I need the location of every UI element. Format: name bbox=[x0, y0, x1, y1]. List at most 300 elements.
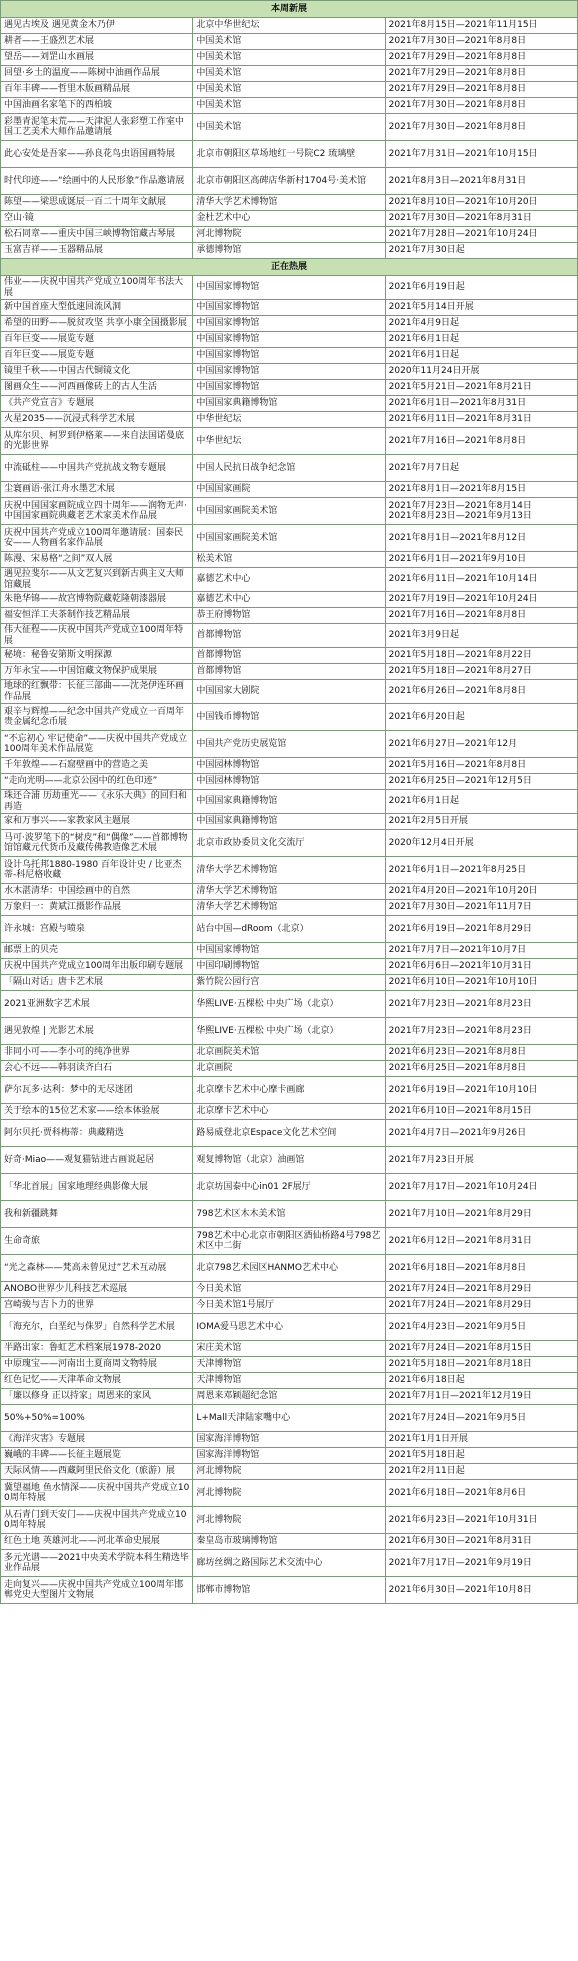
table-row bbox=[1, 498, 578, 525]
exhibition-name: 陈望——梁思成诞辰一百二十周年文献展 bbox=[1, 195, 193, 211]
exhibition-name: “不忘初心 牢记使命”——庆祝中国共产党成立100周年美术作品展览 bbox=[1, 731, 193, 758]
exhibition-dates: 2020年12月4日开展 bbox=[385, 830, 577, 857]
exhibition-dates: 2021年7月24日—2021年8月29日 bbox=[385, 1282, 577, 1298]
exhibition-dates: 2021年5月18日—2021年8月27日 bbox=[385, 664, 577, 680]
table-row bbox=[1, 731, 578, 758]
exhibition-venue: 北京画院 bbox=[193, 1061, 385, 1077]
exhibition-venue: 邯郸市博物馆 bbox=[193, 1577, 385, 1604]
table-row bbox=[1, 568, 578, 592]
exhibition-dates: 2020年11月24日开展 bbox=[385, 364, 577, 380]
table-row bbox=[1, 1104, 578, 1120]
table-row bbox=[1, 1432, 578, 1448]
exhibition-name: 百年巨变——展览专题 bbox=[1, 348, 193, 364]
exhibition-dates: 2021年7月24日—2021年8月15日 bbox=[385, 1341, 577, 1357]
exhibition-dates: 2021年2月11日起 bbox=[385, 1464, 577, 1480]
exhibition-dates: 2021年6月18日—2021年8月8日 bbox=[385, 1255, 577, 1282]
table-row bbox=[1, 316, 578, 332]
exhibition-venue: 中国美术馆 bbox=[193, 50, 385, 66]
exhibition-dates: 2021年4月23日—2021年9月5日 bbox=[385, 1314, 577, 1341]
exhibition-name: 中流砥柱——中国共产党抗战文物专题展 bbox=[1, 455, 193, 482]
exhibition-dates: 2021年7月28日—2021年10月24日 bbox=[385, 227, 577, 243]
exhibition-venue: 今日美术馆 bbox=[193, 1282, 385, 1298]
exhibition-venue: 清华大学艺术博物馆 bbox=[193, 857, 385, 884]
exhibition-dates: 2021年4月7日—2021年9月26日 bbox=[385, 1120, 577, 1147]
exhibition-name: 多元光谱——2021中央美术学院本科生精选毕业作品展 bbox=[1, 1550, 193, 1577]
table-row bbox=[1, 1550, 578, 1577]
section-header bbox=[1, 1, 578, 18]
table-row bbox=[1, 830, 578, 857]
exhibition-name: 珠还合浦 历劫重光——《永乐大典》的回归和再造 bbox=[1, 790, 193, 814]
exhibition-venue: 国家海洋博物馆 bbox=[193, 1448, 385, 1464]
exhibition-name: 马可·波罗笔下的“树皮”和“偶像”——首都博物馆馆藏元代货币及藏传佛教造像艺术展 bbox=[1, 830, 193, 857]
table-row bbox=[1, 624, 578, 648]
exhibition-name: 巍峨的丰碑——长征主题展览 bbox=[1, 1448, 193, 1464]
exhibition-venue: 北京中华世纪坛 bbox=[193, 18, 385, 34]
exhibition-dates: 2021年7月30日—2021年8月31日 bbox=[385, 211, 577, 227]
exhibition-venue: 天津博物馆 bbox=[193, 1373, 385, 1389]
table-row bbox=[1, 916, 578, 943]
table-row bbox=[1, 1341, 578, 1357]
exhibition-venue: 清华大学艺术博物馆 bbox=[193, 884, 385, 900]
exhibition-dates: 2021年8月3日—2021年8月31日 bbox=[385, 168, 577, 195]
table-row bbox=[1, 608, 578, 624]
table-row bbox=[1, 348, 578, 364]
exhibition-venue: 中国印刷博物馆 bbox=[193, 959, 385, 975]
exhibition-dates: 2021年5月18日—2021年8月22日 bbox=[385, 648, 577, 664]
exhibition-dates: 2021年7月7日—2021年10月7日 bbox=[385, 943, 577, 959]
exhibition-name: 伟大征程——庆祝中国共产党成立100周年特展 bbox=[1, 624, 193, 648]
exhibition-venue: L+Mall天津陆家嘴中心 bbox=[193, 1405, 385, 1432]
table-row bbox=[1, 664, 578, 680]
exhibition-dates: 2021年6月25日—2021年12月5日 bbox=[385, 774, 577, 790]
exhibition-dates: 2021年7月24日—2021年8月29日 bbox=[385, 1298, 577, 1314]
exhibition-dates: 2021年7月30日—2021年11月7日 bbox=[385, 900, 577, 916]
exhibition-venue: 中国国家典籍博物馆 bbox=[193, 396, 385, 412]
exhibition-name: 中国油画名家笔下的西柏坡 bbox=[1, 98, 193, 114]
table-row bbox=[1, 1507, 578, 1534]
exhibition-dates: 2021年7月31日—2021年10月15日 bbox=[385, 141, 577, 168]
exhibition-dates: 2021年7月7日起 bbox=[385, 455, 577, 482]
exhibition-venue: 廊坊丝绸之路国际艺术交流中心 bbox=[193, 1550, 385, 1577]
table-row bbox=[1, 1577, 578, 1604]
table-row bbox=[1, 412, 578, 428]
exhibition-name: 走向复兴——庆祝中国共产党成立100周年邯郸党史大型图片文物展 bbox=[1, 1577, 193, 1604]
table-row bbox=[1, 959, 578, 975]
exhibition-venue: 北京摩卡艺术中心 bbox=[193, 1104, 385, 1120]
exhibition-dates: 2021年2月5日开展 bbox=[385, 814, 577, 830]
exhibition-venue: 中国美术馆 bbox=[193, 114, 385, 141]
exhibition-name: 玉富吉祥——玉器精品展 bbox=[1, 243, 193, 259]
exhibition-dates: 2021年6月1日起 bbox=[385, 348, 577, 364]
table-row bbox=[1, 141, 578, 168]
exhibition-venue: 路易威登北京Espace文化艺术空间 bbox=[193, 1120, 385, 1147]
exhibition-name: 火星2035——沉浸式科学艺术展 bbox=[1, 412, 193, 428]
exhibition-name: 关于绘本的15位艺术家——绘本体验展 bbox=[1, 1104, 193, 1120]
exhibition-dates: 2021年6月11日—2021年10月14日 bbox=[385, 568, 577, 592]
table-row bbox=[1, 482, 578, 498]
exhibition-name: 非同小可——李小可的纯净世界 bbox=[1, 1045, 193, 1061]
table-row bbox=[1, 1282, 578, 1298]
exhibition-venue: 中国美术馆 bbox=[193, 98, 385, 114]
exhibition-dates: 2021年7月1日—2021年12月19日 bbox=[385, 1389, 577, 1405]
exhibition-name: 松石同章——重庆中国三峡博物馆藏古琴展 bbox=[1, 227, 193, 243]
exhibition-dates: 2021年7月29日—2021年8月8日 bbox=[385, 82, 577, 98]
exhibition-name: 遇见敦煌 | 光影艺术展 bbox=[1, 1018, 193, 1045]
exhibition-venue: 中国美术馆 bbox=[193, 82, 385, 98]
exhibition-venue: 恭王府博物馆 bbox=[193, 608, 385, 624]
exhibition-venue: 中国国家画院美术馆 bbox=[193, 525, 385, 552]
exhibition-venue: 清华大学艺术博物馆 bbox=[193, 195, 385, 211]
exhibition-name: 50%+50%=100% bbox=[1, 1405, 193, 1432]
exhibition-venue: 中国共产党历史展览馆 bbox=[193, 731, 385, 758]
table-row bbox=[1, 428, 578, 455]
exhibition-dates: 2021年6月1日—2021年9月10日 bbox=[385, 552, 577, 568]
exhibition-name: 生命奇旅 bbox=[1, 1228, 193, 1255]
exhibition-dates: 2021年6月23日—2021年8月8日 bbox=[385, 1045, 577, 1061]
exhibition-venue: 北京坊国泰中心in01 2F展厅 bbox=[193, 1174, 385, 1201]
table-row bbox=[1, 1018, 578, 1045]
table-row bbox=[1, 227, 578, 243]
exhibition-name: 邮票上的贝壳 bbox=[1, 943, 193, 959]
exhibition-venue: 北京市朝阳区高碑店华新村1704号·美术馆 bbox=[193, 168, 385, 195]
exhibition-venue: 中国国家博物馆 bbox=[193, 364, 385, 380]
exhibition-dates: 2021年6月27日—2021年12月 bbox=[385, 731, 577, 758]
exhibition-dates: 2021年6月30日—2021年10月8日 bbox=[385, 1577, 577, 1604]
table-row bbox=[1, 66, 578, 82]
exhibition-venue: 中国国家博物馆 bbox=[193, 348, 385, 364]
exhibition-venue: 中国美术馆 bbox=[193, 66, 385, 82]
exhibition-venue: 中国国家博物馆 bbox=[193, 300, 385, 316]
exhibition-dates: 2021年8月1日—2021年8月12日 bbox=[385, 525, 577, 552]
table-row bbox=[1, 380, 578, 396]
table-row bbox=[1, 1357, 578, 1373]
exhibition-dates: 2021年6月18日起 bbox=[385, 1373, 577, 1389]
exhibition-venue: 宋庄美术馆 bbox=[193, 1341, 385, 1357]
exhibition-dates: 2021年7月24日—2021年9月5日 bbox=[385, 1405, 577, 1432]
table-row bbox=[1, 1077, 578, 1104]
exhibition-dates: 2021年6月1日起 bbox=[385, 790, 577, 814]
exhibition-dates: 2021年7月30日—2021年8月8日 bbox=[385, 34, 577, 50]
exhibition-venue: 周恩来邓颖超纪念馆 bbox=[193, 1389, 385, 1405]
table-row bbox=[1, 1480, 578, 1507]
table-row bbox=[1, 82, 578, 98]
exhibition-dates: 2021年7月30日起 bbox=[385, 243, 577, 259]
table-row bbox=[1, 648, 578, 664]
exhibition-name: 空山·镜 bbox=[1, 211, 193, 227]
exhibition-name: 「廉以修身 正以持家」周恩来的家风 bbox=[1, 1389, 193, 1405]
exhibition-name: 万象归一：黄斌江摄影作品展 bbox=[1, 900, 193, 916]
exhibition-name: 《海洋灾害》专题展 bbox=[1, 1432, 193, 1448]
exhibition-dates: 2021年8月10日—2021年10月20日 bbox=[385, 195, 577, 211]
section-header bbox=[1, 259, 578, 276]
exhibition-table-body bbox=[1, 1, 578, 1604]
exhibition-dates: 2021年7月19日—2021年10月24日 bbox=[385, 592, 577, 608]
exhibition-dates: 2021年6月30日—2021年8月31日 bbox=[385, 1534, 577, 1550]
exhibition-dates: 2021年7月30日—2021年8月8日 bbox=[385, 114, 577, 141]
exhibition-dates: 2021年7月23日—2021年8月23日 bbox=[385, 991, 577, 1018]
exhibition-dates: 2021年6月11日—2021年8月31日 bbox=[385, 412, 577, 428]
table-row bbox=[1, 857, 578, 884]
table-row bbox=[1, 1061, 578, 1077]
table-row bbox=[1, 114, 578, 141]
table-row bbox=[1, 900, 578, 916]
exhibition-dates: 2021年5月18日—2021年8月18日 bbox=[385, 1357, 577, 1373]
exhibition-name: 红色土地 英雄河北——河北革命史展展 bbox=[1, 1534, 193, 1550]
exhibition-dates: 2021年5月18日起 bbox=[385, 1448, 577, 1464]
exhibition-venue: 798艺术区木木美术馆 bbox=[193, 1201, 385, 1228]
exhibition-dates: 2021年6月1日起 bbox=[385, 332, 577, 348]
exhibition-name: 彩墨青泥笔未荒——天津泥人张彩塑工作室中国工艺美术大师作品邀请展 bbox=[1, 114, 193, 141]
exhibition-name: 秘境：秘鲁安第斯文明探源 bbox=[1, 648, 193, 664]
table-row bbox=[1, 1534, 578, 1550]
exhibition-name: 庆祝中国国家画院成立四十周年——润物无声·中国国家画院典藏老艺术家美术作品展 bbox=[1, 498, 193, 525]
table-row bbox=[1, 1298, 578, 1314]
table-row bbox=[1, 525, 578, 552]
exhibition-venue: 中国人民抗日战争纪念馆 bbox=[193, 455, 385, 482]
exhibition-name: 万年永宝——中国馆藏文物保护成果展 bbox=[1, 664, 193, 680]
exhibition-venue: 中国国家典籍博物馆 bbox=[193, 814, 385, 830]
exhibition-dates: 2021年8月15日—2021年11月15日 bbox=[385, 18, 577, 34]
section-title: 正在热展 bbox=[1, 259, 578, 276]
exhibition-venue: 嘉德艺术中心 bbox=[193, 568, 385, 592]
exhibition-name: 遇见古埃及 遇见黄金木乃伊 bbox=[1, 18, 193, 34]
exhibition-name: 中原瑰宝——河南出土夏商周文物特展 bbox=[1, 1357, 193, 1373]
exhibition-dates: 2021年6月20日起 bbox=[385, 704, 577, 731]
exhibition-name: 好奇·Miao——观复猫钻进古画说起居 bbox=[1, 1147, 193, 1174]
exhibition-name: 《共产党宣言》专题展 bbox=[1, 396, 193, 412]
exhibition-dates: 2021年6月25日—2021年8月8日 bbox=[385, 1061, 577, 1077]
exhibition-venue: 秦皇岛市玻璃博物馆 bbox=[193, 1534, 385, 1550]
table-row bbox=[1, 18, 578, 34]
exhibition-name: 镜里千秋——中国古代铜镜文化 bbox=[1, 364, 193, 380]
table-row bbox=[1, 790, 578, 814]
exhibition-venue: 松美术馆 bbox=[193, 552, 385, 568]
exhibition-venue: 华熙LIVE·五棵松 中央广场（北京） bbox=[193, 1018, 385, 1045]
exhibition-venue: 中国国家画院美术馆 bbox=[193, 498, 385, 525]
exhibition-venue: 北京画院美术馆 bbox=[193, 1045, 385, 1061]
exhibition-dates: 2021年7月17日—2021年10月24日 bbox=[385, 1174, 577, 1201]
table-row bbox=[1, 1405, 578, 1432]
exhibition-venue: 首都博物馆 bbox=[193, 648, 385, 664]
exhibition-dates: 2021年5月21日—2021年8月21日 bbox=[385, 380, 577, 396]
exhibition-venue: 中华世纪坛 bbox=[193, 412, 385, 428]
exhibition-venue: 站台中国—dRoom（北京） bbox=[193, 916, 385, 943]
exhibition-dates: 2021年6月6日—2021年10月31日 bbox=[385, 959, 577, 975]
exhibition-venue: 河北博物院 bbox=[193, 227, 385, 243]
exhibition-name: 萨尔瓦多·达利：梦中的无尽迷团 bbox=[1, 1077, 193, 1104]
exhibition-venue: 中国国家博物馆 bbox=[193, 316, 385, 332]
table-row bbox=[1, 300, 578, 316]
exhibition-venue: 河北博物院 bbox=[193, 1464, 385, 1480]
exhibition-name: 冀望福地 鱼水情深——庆祝中国共产党成立100周年特展 bbox=[1, 1480, 193, 1507]
exhibition-dates: 2021年7月23日—2021年8月23日 bbox=[385, 1018, 577, 1045]
exhibition-dates: 2021年7月16日—2021年8月8日 bbox=[385, 428, 577, 455]
exhibition-dates: 2021年1月1日开展 bbox=[385, 1432, 577, 1448]
exhibition-venue: 国家海洋博物馆 bbox=[193, 1432, 385, 1448]
exhibition-dates: 2021年7月29日—2021年8月8日 bbox=[385, 66, 577, 82]
exhibition-dates: 2021年6月18日—2021年8月6日 bbox=[385, 1480, 577, 1507]
table-row bbox=[1, 1255, 578, 1282]
exhibition-name: 阿尔贝托·贾科梅蒂：典藏精选 bbox=[1, 1120, 193, 1147]
table-row bbox=[1, 98, 578, 114]
exhibition-dates: 2021年4月9日起 bbox=[385, 316, 577, 332]
exhibition-name: 水木湛清华：中国绘画中的自然 bbox=[1, 884, 193, 900]
exhibition-venue: 观复博物馆（北京）油画馆 bbox=[193, 1147, 385, 1174]
exhibition-dates: 2021年6月10日—2021年8月15日 bbox=[385, 1104, 577, 1120]
exhibition-venue: 金杜艺术中心 bbox=[193, 211, 385, 227]
exhibition-dates: 2021年7月23日—2021年8月14日 2021年8月23日—2021年9月13日 bbox=[385, 498, 577, 525]
table-row bbox=[1, 814, 578, 830]
table-row bbox=[1, 975, 578, 991]
exhibition-name: 望岳——刘罡山水画展 bbox=[1, 50, 193, 66]
exhibition-venue: 中国园林博物馆 bbox=[193, 774, 385, 790]
exhibition-name: 半路出家：鲁虹艺术档案展1978-2020 bbox=[1, 1341, 193, 1357]
exhibition-dates: 2021年7月29日—2021年8月8日 bbox=[385, 50, 577, 66]
table-row bbox=[1, 1147, 578, 1174]
exhibition-name: 许永城：宫殿与喷泉 bbox=[1, 916, 193, 943]
table-row bbox=[1, 34, 578, 50]
exhibition-dates: 2021年7月23日开展 bbox=[385, 1147, 577, 1174]
exhibition-name: 地球的红飘带：长征三部曲——沈尧伊连环画作品展 bbox=[1, 680, 193, 704]
table-row bbox=[1, 1448, 578, 1464]
exhibition-dates: 2021年3月9日起 bbox=[385, 624, 577, 648]
exhibition-name: 庆祝中国共产党成立100周年邀请展：国泰民安——人物画名家作品展 bbox=[1, 525, 193, 552]
table-row bbox=[1, 168, 578, 195]
exhibition-venue: 河北博物院 bbox=[193, 1507, 385, 1534]
exhibition-dates: 2021年7月10日—2021年8月29日 bbox=[385, 1201, 577, 1228]
exhibition-dates: 2021年8月1日—2021年8月15日 bbox=[385, 482, 577, 498]
exhibition-venue: 天津博物馆 bbox=[193, 1357, 385, 1373]
exhibition-name: 希望的田野——脱贫攻坚 共享小康全国摄影展 bbox=[1, 316, 193, 332]
exhibition-dates: 2021年7月16日—2021年8月8日 bbox=[385, 608, 577, 624]
exhibition-name: 朱艳华锦——故宫博物院藏乾隆朝漆器展 bbox=[1, 592, 193, 608]
exhibition-venue: 北京摩卡艺术中心摩卡画廊 bbox=[193, 1077, 385, 1104]
exhibition-dates: 2021年7月30日—2021年8月8日 bbox=[385, 98, 577, 114]
exhibition-name: 「隔山对话」唐卡艺术展 bbox=[1, 975, 193, 991]
exhibition-name: ANOBO世界少儿科技艺术巡展 bbox=[1, 1282, 193, 1298]
exhibition-name: 红色记忆——天津革命文物展 bbox=[1, 1373, 193, 1389]
exhibition-name: 福安恒洋工夫茶制作技艺精品展 bbox=[1, 608, 193, 624]
exhibition-name: 百年丰碑——哲里木版画精品展 bbox=[1, 82, 193, 98]
exhibition-name: 千年敦煌——石窟壁画中的营造之美 bbox=[1, 758, 193, 774]
table-row bbox=[1, 195, 578, 211]
exhibition-dates: 2021年6月1日—2021年8月31日 bbox=[385, 396, 577, 412]
exhibition-venue: 中华世纪坛 bbox=[193, 428, 385, 455]
table-row bbox=[1, 396, 578, 412]
exhibition-dates: 2021年6月12日—2021年8月31日 bbox=[385, 1228, 577, 1255]
exhibition-dates: 2021年6月23日—2021年10月31日 bbox=[385, 1507, 577, 1534]
table-row bbox=[1, 332, 578, 348]
exhibition-venue: 清华大学艺术博物馆 bbox=[193, 900, 385, 916]
table-row bbox=[1, 1228, 578, 1255]
table-row bbox=[1, 1174, 578, 1201]
exhibition-dates: 2021年6月19日—2021年8月29日 bbox=[385, 916, 577, 943]
table-row bbox=[1, 552, 578, 568]
exhibition-name: 耕者——王盛烈艺术展 bbox=[1, 34, 193, 50]
exhibition-name: 陈漫、宋易格“之间”双人展 bbox=[1, 552, 193, 568]
exhibition-name: 图画众生——河西画像砖上的古人生活 bbox=[1, 380, 193, 396]
table-row bbox=[1, 1464, 578, 1480]
exhibition-venue: 承德博物馆 bbox=[193, 243, 385, 259]
exhibition-name: 设计乌托邦1880-1980 百年设计史 / 比亚杰蒂-科尼格收藏 bbox=[1, 857, 193, 884]
exhibition-dates: 2021年5月14日开展 bbox=[385, 300, 577, 316]
exhibition-venue: 中国国家画院 bbox=[193, 482, 385, 498]
exhibition-name: 2021亚洲数字艺术展 bbox=[1, 991, 193, 1018]
exhibition-name: 「海充尔，白垩纪与侏罗」自然科学艺术展 bbox=[1, 1314, 193, 1341]
exhibition-name: 回望·乡土的温度——陈树中油画作品展 bbox=[1, 66, 193, 82]
exhibition-venue: 今日美术馆1号展厅 bbox=[193, 1298, 385, 1314]
exhibition-venue: 首都博物馆 bbox=[193, 664, 385, 680]
exhibition-venue: 北京市朝阳区草场地红一号院C2 琉璃壁 bbox=[193, 141, 385, 168]
table-row bbox=[1, 1045, 578, 1061]
exhibition-name: “光之森林——梵高未曾见过”艺术互动展 bbox=[1, 1255, 193, 1282]
table-row bbox=[1, 455, 578, 482]
exhibition-venue: 中国国家博物馆 bbox=[193, 380, 385, 396]
table-row bbox=[1, 211, 578, 227]
exhibition-name: 我和新疆跳舞 bbox=[1, 1201, 193, 1228]
table-row bbox=[1, 943, 578, 959]
exhibition-name: 宫崎骏与吉卜力的世界 bbox=[1, 1298, 193, 1314]
exhibition-dates: 2021年6月10日—2021年10月10日 bbox=[385, 975, 577, 991]
table-row bbox=[1, 592, 578, 608]
exhibition-dates: 2021年5月16日—2021年8月8日 bbox=[385, 758, 577, 774]
table-row bbox=[1, 1120, 578, 1147]
table-row bbox=[1, 884, 578, 900]
exhibition-dates: 2021年6月19日起 bbox=[385, 276, 577, 300]
exhibition-venue: 嘉德艺术中心 bbox=[193, 592, 385, 608]
exhibition-venue: 中国国家博物馆 bbox=[193, 332, 385, 348]
table-row bbox=[1, 758, 578, 774]
exhibition-venue: 华熙LIVE·五棵松 中央广场（北京） bbox=[193, 991, 385, 1018]
exhibition-venue: 中国国家典籍博物馆 bbox=[193, 790, 385, 814]
exhibition-name: 庆祝中国共产党成立100周年出版印刷专题展 bbox=[1, 959, 193, 975]
exhibition-name: 「华北首展」国家地理经典影像大展 bbox=[1, 1174, 193, 1201]
table-row bbox=[1, 50, 578, 66]
exhibition-name: 从石青门到天安门——庆祝中国共产党成立100周年特展 bbox=[1, 1507, 193, 1534]
exhibition-name: 新中国首座大型低速回流风洞 bbox=[1, 300, 193, 316]
exhibition-venue: 中国钱币博物馆 bbox=[193, 704, 385, 731]
table-row bbox=[1, 991, 578, 1018]
exhibition-name: “走向光明——北京公园中的红色印迹” bbox=[1, 774, 193, 790]
section-title: 本周新展 bbox=[1, 1, 578, 18]
table-row bbox=[1, 704, 578, 731]
exhibition-name: 时代印迹——“绘画中的人民形象”作品邀请展 bbox=[1, 168, 193, 195]
table-row bbox=[1, 1201, 578, 1228]
exhibition-venue: 中国美术馆 bbox=[193, 34, 385, 50]
exhibition-name: 会心不远——韩羽读齐白石 bbox=[1, 1061, 193, 1077]
exhibition-venue: 北京市政协委员文化交流厅 bbox=[193, 830, 385, 857]
exhibition-venue: 中国国家博物馆 bbox=[193, 943, 385, 959]
exhibition-dates: 2021年6月26日—2021年8月8日 bbox=[385, 680, 577, 704]
exhibition-dates: 2021年7月17日—2021年9月19日 bbox=[385, 1550, 577, 1577]
exhibition-name: 此心安处是吾家——孙良花鸟虫语国画特展 bbox=[1, 141, 193, 168]
exhibition-name: 从库尔贝、柯罗到伊格莱——来自法国诺曼底的光影世界 bbox=[1, 428, 193, 455]
exhibition-name: 家和万事兴——家教家风主题展 bbox=[1, 814, 193, 830]
table-row bbox=[1, 364, 578, 380]
table-row bbox=[1, 1389, 578, 1405]
exhibition-venue: 首都博物馆 bbox=[193, 624, 385, 648]
exhibition-name: 伟业——庆祝中国共产党成立100周年书法大展 bbox=[1, 276, 193, 300]
table-row bbox=[1, 276, 578, 300]
exhibition-venue: 紫竹院公园行宫 bbox=[193, 975, 385, 991]
table-row bbox=[1, 774, 578, 790]
table-row bbox=[1, 680, 578, 704]
table-row bbox=[1, 1314, 578, 1341]
exhibition-dates: 2021年4月20日—2021年10月20日 bbox=[385, 884, 577, 900]
exhibition-name: 百年巨变——展览专题 bbox=[1, 332, 193, 348]
exhibition-dates: 2021年6月19日—2021年10月10日 bbox=[385, 1077, 577, 1104]
exhibition-dates: 2021年6月1日—2021年8月25日 bbox=[385, 857, 577, 884]
